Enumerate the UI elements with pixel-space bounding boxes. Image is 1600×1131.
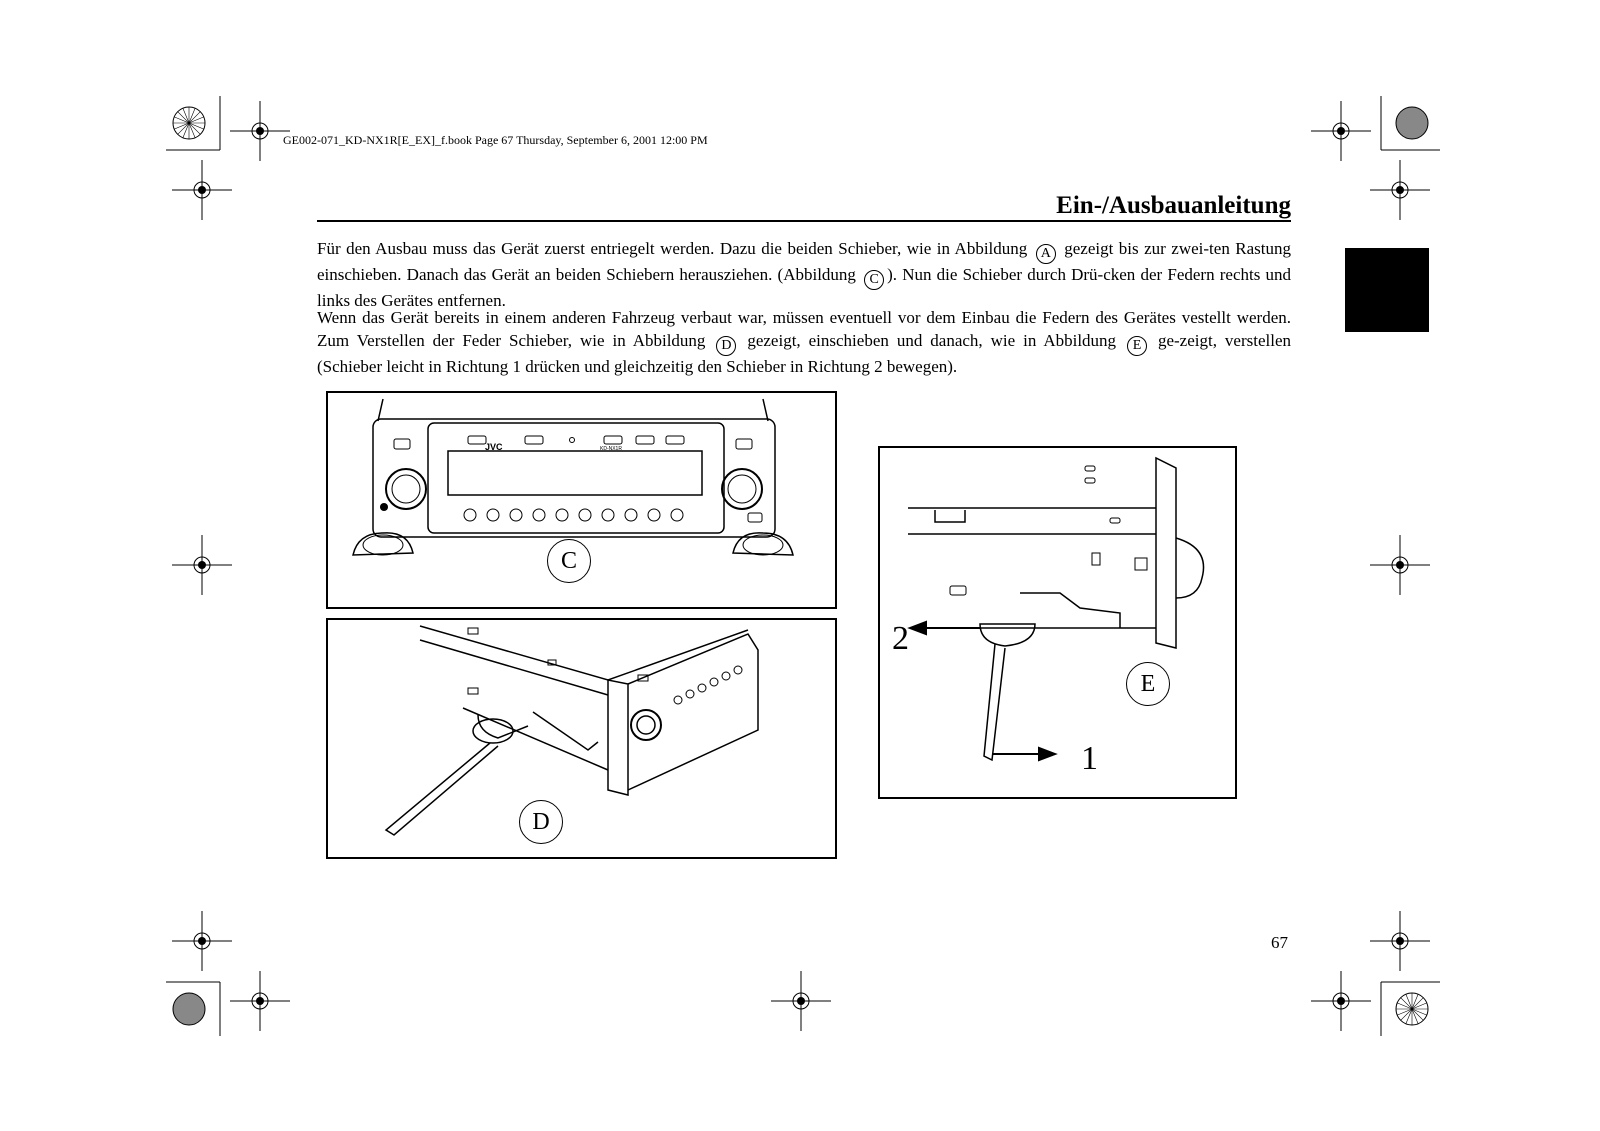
arrow-1-label: 1: [1081, 740, 1098, 777]
figure-ref-c: C: [864, 270, 884, 290]
page-number: 67: [1271, 933, 1288, 952]
figure-e-label: E: [1126, 662, 1170, 706]
file-header: GE002-071_KD-NX1R[E_EX]_f.book Page 67 Thursday, September 6, 2001 12:00 PM: [283, 133, 708, 147]
figure-ref-d: D: [716, 336, 736, 356]
paragraph-removal: [317, 238, 1291, 313]
figure-e-spring-adjust: [878, 446, 1237, 799]
radio-brand-text: JVC: [485, 442, 503, 452]
figure-d-key-insert: [326, 618, 837, 859]
para1-text-c: ). Nun die Schieber durch Drü-cken der Federn rechts und links des Gerätes entfernen.: [317, 265, 1292, 310]
figure-d-label: D: [519, 800, 563, 844]
radio-model-text: KD-NX1R: [600, 446, 622, 452]
key-insert-illustration: [328, 620, 835, 857]
thumb-index-tab: [1345, 248, 1429, 332]
figure-c-label: C: [547, 539, 591, 583]
spring-adjust-illustration: [880, 448, 1235, 797]
para2-text-a: Wenn das Gerät bereits in einem anderen Fahrzeug verbaut war, müssen eventuell vor dem Einbau die Federn des Gerätes vestellt werden. Zum Verstellen der Feder Schieber, wie in Abbildung: [317, 308, 1291, 350]
figure-ref-e: E: [1127, 336, 1147, 356]
figure-ref-a: A: [1036, 244, 1056, 264]
paragraph-spring-adjust: [317, 307, 1291, 378]
title-rule: [317, 220, 1291, 222]
para2-text-c: ge-zeigt, verstellen (Schieber leicht in Richtung 1 drücken und gleichzeitig den Schieber in Richtung 2 bewegen).: [317, 330, 1291, 376]
figure-c-radio-front: [326, 391, 837, 609]
arrow-2-label: 2: [892, 620, 909, 657]
para1-text-a: Für den Ausbau muss das Gerät zuerst entriegelt werden. Dazu die beiden Schieber, wie in Abbildung: [317, 239, 1028, 258]
para1-text-b: gezeigt bis zur zwei-ten Rastung einschieben. Danach das Gerät an beiden Schiebern herausziehen. (Abbildung: [317, 239, 1292, 284]
page-title: Ein-/Ausbauanleitung: [1056, 192, 1291, 219]
para2-text-b: gezeigt, einschieben und danach, wie in Abbildung: [747, 330, 1117, 350]
